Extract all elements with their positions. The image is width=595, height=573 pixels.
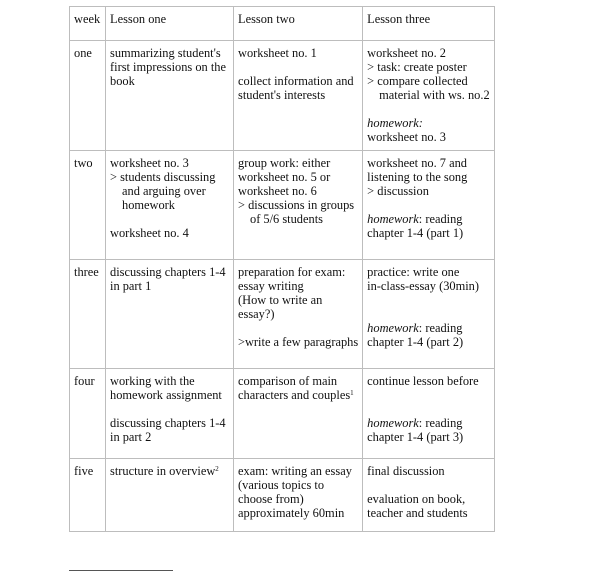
lesson-one-cell: [106, 369, 234, 459]
table-row: [70, 459, 495, 532]
cell-line: preparation for exam:: [238, 265, 346, 279]
cell-line: >write a few paragraphs: [238, 335, 359, 349]
lesson-two-cell: [234, 369, 363, 459]
cell-line: discussing chapters 1-4: [110, 265, 226, 279]
cell-line: exam: writing an essay: [238, 464, 352, 478]
cell-line: [367, 102, 489, 116]
table-row: [70, 151, 495, 260]
cell-line: [367, 402, 489, 416]
cell-line: worksheet no. 3: [110, 156, 189, 170]
cell-line: (various topics to: [238, 478, 325, 492]
lesson-one-cell: [106, 260, 234, 369]
cell-line: [238, 60, 358, 74]
cell-text: structure in overview: [110, 464, 216, 478]
week-cell: five: [70, 459, 106, 532]
cell-line: worksheet no. 5 or: [238, 170, 331, 184]
lesson-three-cell: [363, 151, 494, 260]
homework-label: homework: [367, 416, 419, 430]
cell-line: first impressions on the: [110, 60, 226, 74]
cell-line: comparison of main: [238, 374, 338, 388]
header-week: week: [70, 7, 106, 41]
cell-line: in-class-essay (30min): [367, 279, 480, 293]
lesson-three-cell: [363, 41, 494, 151]
lesson-one-cell: [106, 41, 234, 151]
cell-line: > discussion: [367, 184, 429, 198]
cell-line: discussing chapters 1-4: [110, 416, 226, 430]
cell-line: [367, 307, 489, 321]
cell-line: evaluation on book,: [367, 492, 466, 506]
table-header-row: [70, 7, 495, 41]
cell-line: homework assignment: [110, 388, 222, 402]
cell-line: [238, 388, 358, 402]
cell-line: [110, 212, 229, 226]
lesson-three-cell: [363, 459, 494, 532]
cell-line: approximately 60min: [238, 506, 345, 520]
cell-line: practice: write one: [367, 265, 460, 279]
cell-line: [110, 464, 229, 478]
cell-line: > students discussing: [110, 170, 216, 184]
cell-line: > discussions in groups: [238, 198, 355, 212]
cell-line: listening to the song: [367, 170, 468, 184]
lesson-three-cell: [363, 260, 494, 369]
cell-line: worksheet no. 4: [110, 226, 189, 240]
table-row: [70, 41, 495, 151]
cell-text: characters and couples: [238, 388, 351, 402]
cell-line: (How to write an: [238, 293, 323, 307]
cell-line: in part 1: [110, 279, 152, 293]
cell-line: worksheet no. 2: [367, 46, 446, 60]
cell-line: chapter 1-4 (part 3): [367, 430, 464, 444]
footnote-ref-1: 1: [350, 389, 354, 397]
cell-line: choose from): [238, 492, 304, 506]
cell-line: [110, 402, 229, 416]
homework-label: homework: [367, 321, 419, 335]
lesson-one-cell: [106, 459, 234, 532]
cell-line: essay?): [238, 307, 275, 321]
cell-line: book: [110, 74, 135, 88]
week-cell: one: [70, 41, 106, 151]
cell-line: worksheet no. 6: [238, 184, 317, 198]
cell-line: > task: create poster: [367, 60, 467, 74]
cell-line: summarizing student's: [110, 46, 221, 60]
cell-line: chapter 1-4 (part 1): [367, 226, 464, 240]
lesson-two-cell: [234, 151, 363, 260]
homework-label: homework: [367, 212, 419, 226]
lesson-three-cell: [363, 369, 494, 459]
homework-line: homework: reading: [367, 321, 463, 335]
cell-line: chapter 1-4 (part 2): [367, 335, 464, 349]
header-lesson-one: Lesson one: [106, 7, 234, 41]
cell-line: continue lesson before: [367, 374, 479, 388]
cell-line: [367, 388, 489, 402]
footnote-separator: [69, 570, 173, 571]
table-row: [70, 369, 495, 459]
cell-line: [367, 198, 489, 212]
header-lesson-two: Lesson two: [234, 7, 363, 41]
cell-line: material with ws. no.2: [379, 88, 490, 102]
cell-line: in part 2: [110, 430, 152, 444]
cell-line: collect information and: [238, 74, 354, 88]
week-cell: four: [70, 369, 106, 459]
table-row: [70, 260, 495, 369]
homework-line: homework: reading: [367, 416, 463, 430]
cell-line: [367, 293, 489, 307]
cell-line: of 5/6 students: [250, 212, 323, 226]
lesson-two-cell: [234, 459, 363, 532]
cell-line: > compare collected: [367, 74, 468, 88]
cell-line: teacher and students: [367, 506, 468, 520]
cell-line: homework: [122, 198, 175, 212]
lesson-plan-table: [69, 6, 495, 532]
cell-line: group work: either: [238, 156, 331, 170]
homework-label: homework:: [367, 116, 423, 130]
cell-line: final discussion: [367, 464, 445, 478]
week-cell: three: [70, 260, 106, 369]
lesson-one-cell: [106, 151, 234, 260]
cell-line: worksheet no. 7 and: [367, 156, 467, 170]
header-lesson-three: Lesson three: [363, 7, 494, 41]
footnote-ref-2: 2: [215, 465, 219, 473]
cell-line: worksheet no. 1: [238, 46, 317, 60]
cell-line: working with the: [110, 374, 195, 388]
cell-line: [367, 478, 489, 492]
lesson-two-cell: [234, 260, 363, 369]
lesson-two-cell: [234, 41, 363, 151]
homework-line: homework: reading: [367, 212, 463, 226]
week-cell: two: [70, 151, 106, 260]
cell-line: essay writing: [238, 279, 304, 293]
cell-line: student's interests: [238, 88, 326, 102]
cell-line: worksheet no. 3: [367, 130, 446, 144]
cell-line: [238, 321, 358, 335]
cell-line: and arguing over: [122, 184, 206, 198]
